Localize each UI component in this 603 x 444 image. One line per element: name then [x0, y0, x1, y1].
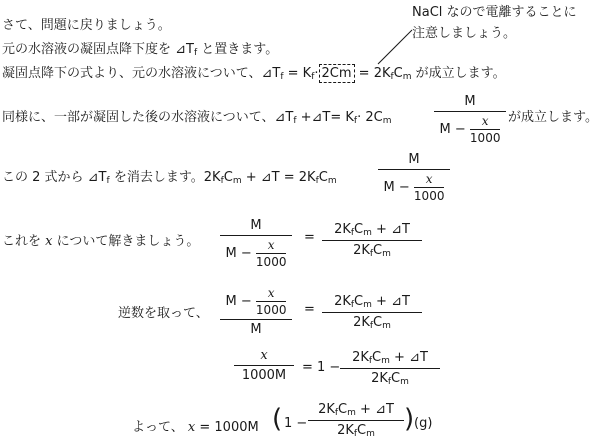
text-line-5: この 2 式から $⊿T_f$ を消去します。$2K_fC_m$ + ⊿T = $2K_fC_m$	[2, 170, 337, 186]
fraction-line-7-right: $2K_fC_m$ + ⊿T $2K_fC_m$	[322, 294, 422, 331]
note-line-2: 注意しましょう。	[412, 26, 517, 41]
fraction-line-6-right: $2K_fC_m$ + ⊿T $2K_fC_m$	[322, 222, 422, 259]
fraction-line-4: M M − $\frac{x}{1000}$	[434, 94, 506, 145]
highlight-box-2cm: 2Cm	[319, 64, 355, 83]
fraction-line-5: M M − $\frac{x}{1000}$	[378, 152, 450, 203]
text-line-2: 元の水溶液の凝固点降下度を $⊿T_f$ と置きます。	[2, 42, 279, 58]
text-line-7: 逆数を取って、	[118, 306, 209, 321]
fraction-line-9: $2K_fC_m$ + ⊿T $2K_fC_m$	[308, 402, 404, 439]
text-line-4-end: が成立します。	[508, 110, 598, 125]
left-paren: (	[272, 404, 283, 434]
text-line-3: 凝固点降下の式より、元の水溶液について、$⊿T_f = K_f\cdot 2Cm = 2K_fC_m$ が成立します。	[2, 66, 506, 82]
fraction-line-8-left: x 1000M	[234, 348, 294, 383]
equals-line-6: =	[304, 230, 315, 245]
text-line-6: これを x について解きましょう。	[2, 234, 200, 249]
note-line-1: NaCl なので電離することに	[412, 5, 577, 20]
text-line-1: さて、問題に戻りましょう。	[2, 18, 171, 33]
unit-grams: (g)	[414, 416, 433, 431]
equals-one-minus-line-8: = 1 −	[302, 360, 341, 375]
fraction-line-6-left: M M − $\frac{x}{1000}$	[220, 218, 292, 269]
one-minus-line-9: 1 −	[284, 416, 308, 431]
equals-line-7: =	[304, 302, 315, 317]
text-line-9: よって、 x = 1000M	[132, 420, 259, 435]
fraction-line-7-left: M − $\frac{x}{1000}$ M	[220, 286, 292, 337]
text-line-4: 同様に、一部が凝固した後の水溶液について、$⊿T_f$ +⊿T= $K_f\cdot 2C_m$	[2, 110, 392, 126]
right-paren: )	[404, 404, 415, 434]
fraction-line-8-right: $2K_fC_m$ + ⊿T $2K_fC_m$	[340, 350, 440, 387]
